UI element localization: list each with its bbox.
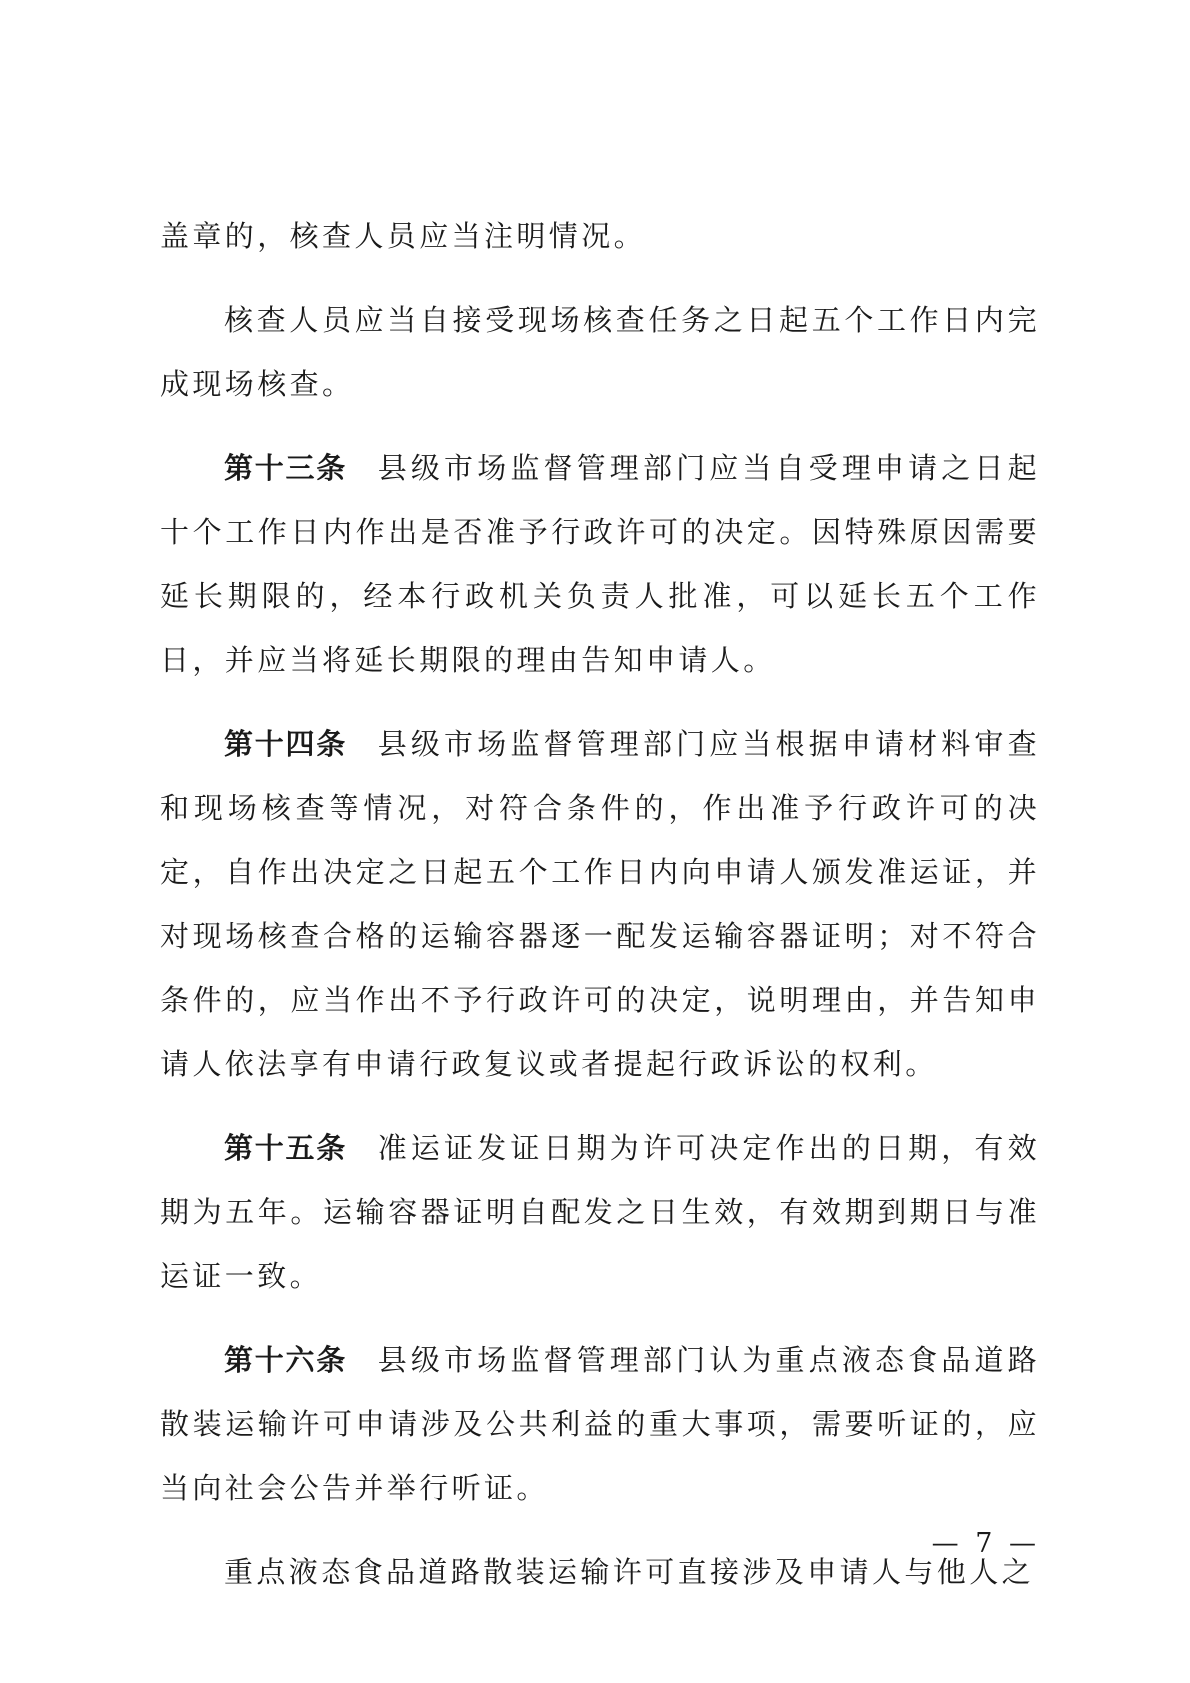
paragraph-text: 准运证发证日期为许可决定作出的日期，有效期为五年。运输容器证明自配发之日生效，有效期到期日与准运证一致。: [160, 1131, 1040, 1293]
paragraph-2: [160, 288, 1040, 416]
article-16: [160, 1328, 1040, 1520]
article-heading: 第十三条: [224, 451, 347, 485]
article-14: [160, 712, 1040, 1096]
paragraph-1: [160, 204, 1040, 268]
page-number: — 7 —: [931, 1528, 1040, 1559]
article-heading: 第十六条: [224, 1343, 347, 1377]
paragraph-text: 核查人员应当自接受现场核查任务之日起五个工作日内完成现场核查。: [160, 303, 1040, 401]
paragraph-text: 重点液态食品道路散装运输许可直接涉及申请人与他人之: [224, 1555, 1035, 1589]
paragraph-text: 县级市场监督管理部门应当根据申请材料审查和现场核查等情况，对符合条件的，作出准予行政许可的决定，自作出决定之日起五个工作日内向申请人颁发准运证，并对现场核查合格的运输容器逐一配发运输容器证明；对不符合条件的，应当作出不予行政许可的决定，说明理由，并告知申请人依法享有申请行政复议或者提起行政诉讼的权利。: [160, 727, 1040, 1081]
article-heading: 第十四条: [224, 727, 347, 761]
article-13: [160, 436, 1040, 692]
article-heading: 第十五条: [224, 1131, 347, 1165]
document-body: [160, 204, 1040, 1624]
article-15: [160, 1116, 1040, 1308]
paragraph-7: [160, 1540, 1040, 1604]
paragraph-text: 县级市场监督管理部门应当自受理申请之日起十个工作日内作出是否准予行政许可的决定。因特殊原因需要延长期限的，经本行政机关负责人批准，可以延长五个工作日，并应当将延长期限的理由告知申请人。: [160, 451, 1040, 677]
paragraph-text: 盖章的，核查人员应当注明情况。: [160, 219, 647, 253]
paragraph-text: 县级市场监督管理部门认为重点液态食品道路散装运输许可申请涉及公共利益的重大事项，需要听证的，应当向社会公告并举行听证。: [160, 1343, 1040, 1505]
